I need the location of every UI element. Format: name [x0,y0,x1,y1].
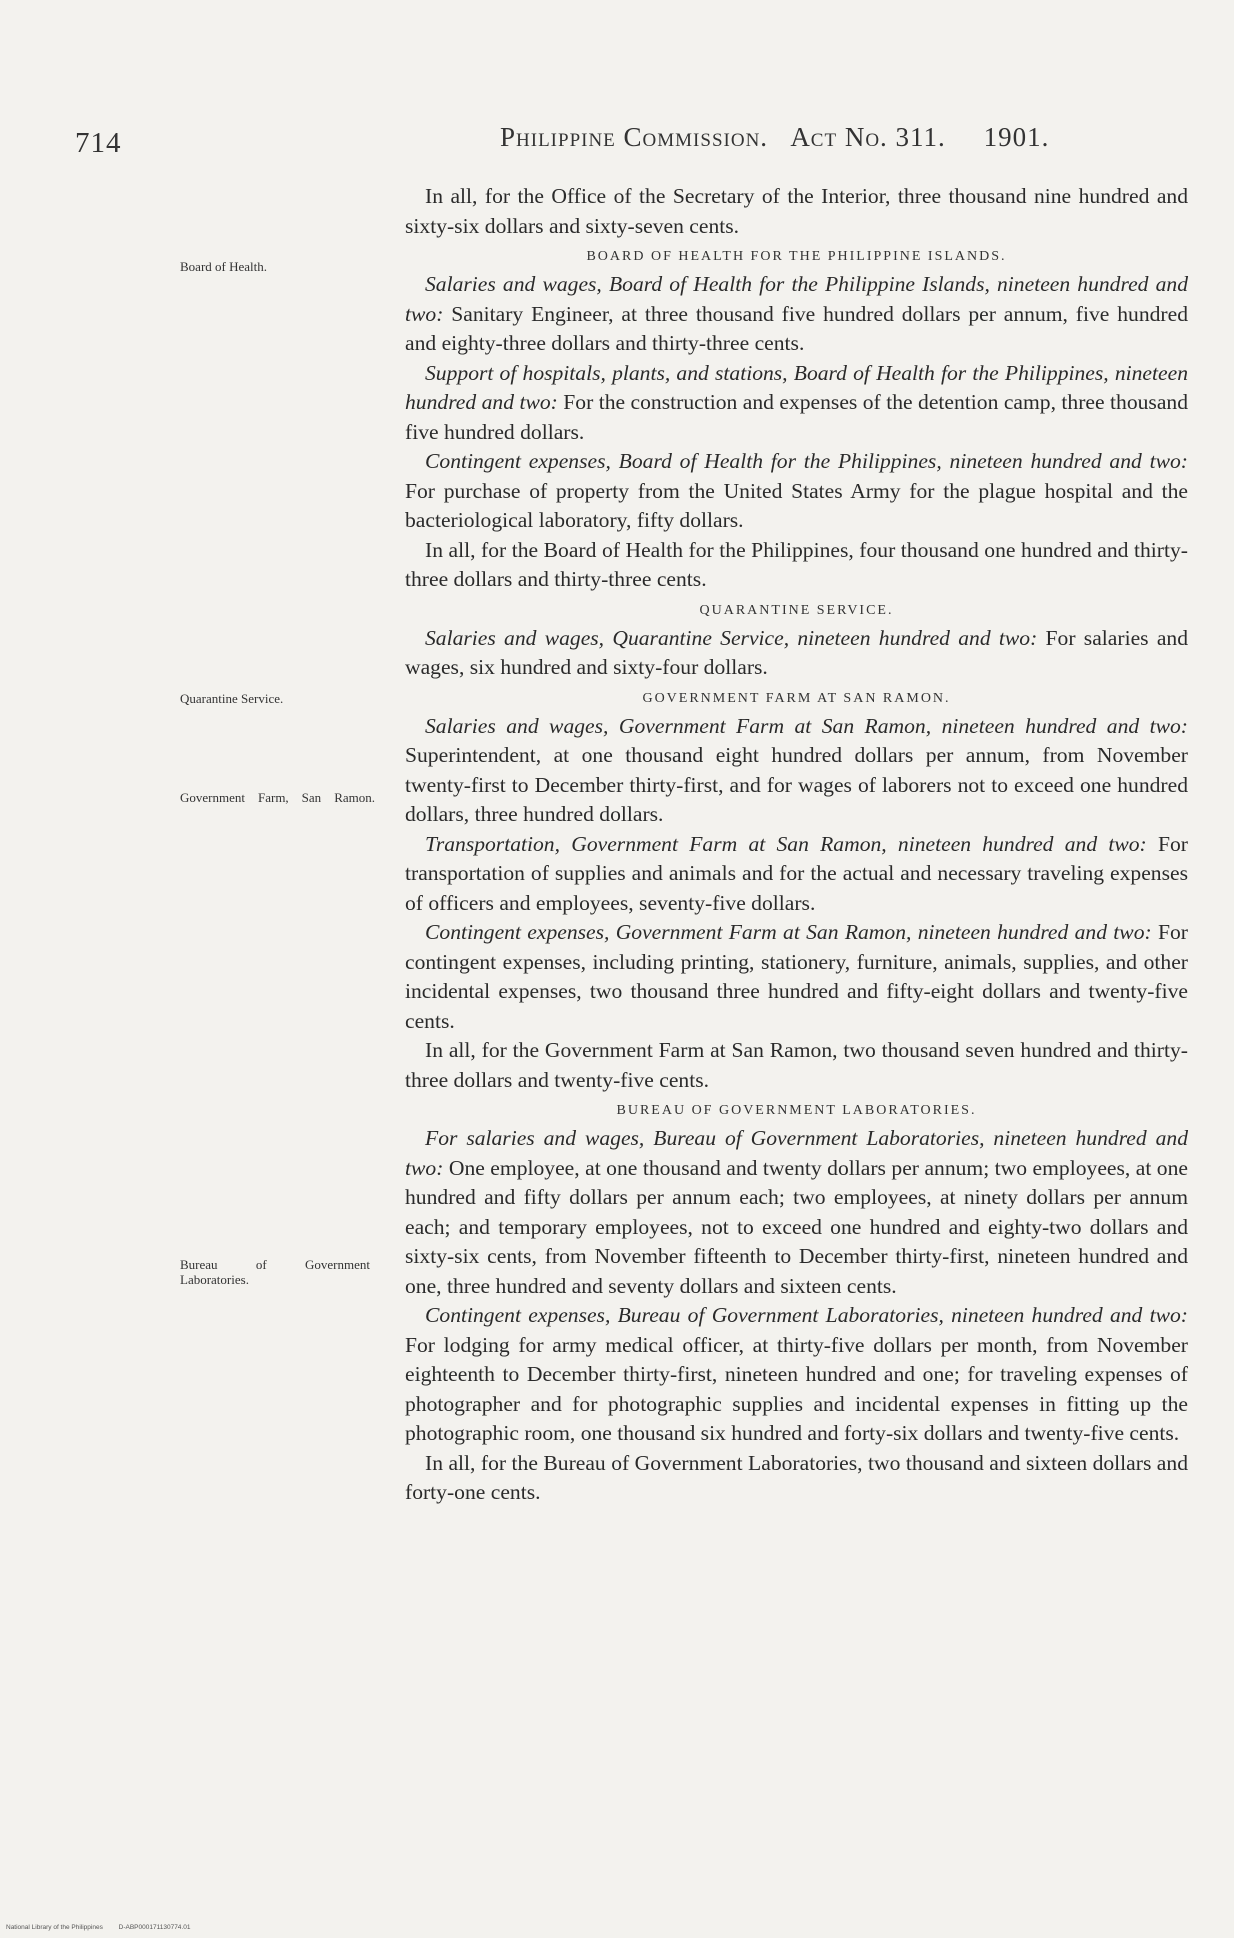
running-head-act: Act No. 311. [790,122,946,152]
paragraph: In all, for the Government Farm at San Ramon, two thousand seven hundred and thirty-three dollars and twenty-five cents. [405,1038,1188,1092]
scan-footer [6,1924,204,1931]
running-head-year: 1901. [983,122,1050,152]
paragraph: In all, for the Board of Health for the Philippines, four thousand one hundred and thirty-three dollars and thirty-three cents. [405,537,1188,591]
paragraph: Salaries and wages, Board of Health for the Philippine Islands, nineteen hundred and two: Sanitary Engineer, at three thousand five hundred dollars per annum, five hundred and eighty-three dollars and thirty-three cents. [405,272,1188,355]
running-head-title: Philippine Commission. [500,122,769,152]
paragraph: Contingent expenses, Board of Health for the Philippines, nineteen hundred and two: For purchase of property from the United States Army for the plague hospital and the bacteriological laboratory, fifty dollars. [405,449,1188,532]
page-number: 714 [75,127,122,159]
margin-note-laboratories: Bureau of Government Laboratories. [180,1257,370,1287]
paragraph: For salaries and wages, Bureau of Government Laboratories, nineteen hundred and two: One employee, at one thousand and twenty dollars per annum; two employees, at one hundred and fifty dollars per annum each; two employees, at ninety dollars per annum each; and temporary employees, not to exceed one hundred and eighty-two dollars and sixty-six cents, from November fifteenth to December thirty-first, nineteen hundred and one, three hundred and seventy dollars and sixteen cents. [405,1126,1188,1298]
paragraph: Salaries and wages, Quarantine Service, nineteen hundred and two: For salaries and wages, six hundred and sixty-four dollars. [405,625,1189,679]
section-heading-laboratories: BUREAU OF GOVERNMENT LABORATORIES. [616,1103,977,1118]
footer-code: D-ABP000171130774.01 [118,1924,191,1931]
section-heading-quarantine: QUARANTINE SERVICE. [699,602,894,618]
margin-note-board-of-health: Board of Health. [180,259,268,274]
paragraph: In all, for the Bureau of Government Laboratories, two thousand and sixteen dollars and forty-one cents. [405,1450,1188,1504]
margin-note-quarantine: Quarantine Service. [180,691,284,706]
paragraph: Contingent expenses, Bureau of Government Laboratories, nineteen hundred and two: For lodging for army medical officer, at thirty-five dollars per month, from November eighteenth to December thirty-first, nineteen hundred and one; for traveling expenses of photographer and for photographic supplies and incidental expenses in fitting up the photographic room, one thousand six hundred and forty-six dollars and twenty-five cents. [405,1303,1188,1445]
paragraph: Salaries and wages, Government Farm at San Ramon, nineteen hundred and two: Superintendent, at one thousand eight hundred dollars per annum, from November twenty-first to December thirty-first, and for wages of laborers not to exceed one hundred dollars, three hundred dollars. [405,713,1188,826]
paragraph: Support of hospitals, plants, and stations, Board of Health for the Philippines, nineteen hundred and two: For the construction and expenses of the detention camp, three thousand five hundred dollars. [405,360,1188,444]
footer-library: National Library of the Philippines [6,1924,103,1931]
section-heading-farm: GOVERNMENT FARM AT SAN RAMON. [642,690,951,706]
document-body [405,182,1188,1508]
paragraph: Transportation, Government Farm at San Ramon, nineteen hundred and two: For transportation of supplies and animals and for the actual and necessary traveling expenses of officers and employees, seventy-five dollars. [405,831,1188,915]
running-head [500,122,1049,153]
paragraph: In all, for the Office of the Secretary of the Interior, three thousand nine hundred and sixty-six dollars and sixty-seven cents. [405,184,1188,238]
paragraph: Contingent expenses, Government Farm at San Ramon, nineteen hundred and two: For contingent expenses, including printing, stationery, furniture, animals, supplies, and other incidental expenses, two thousand three hundred and fifty-eight dollars and twenty-five cents. [405,920,1188,1033]
margin-note-farm: Government Farm, San Ramon. [180,790,375,805]
section-heading-board-of-health: BOARD OF HEALTH FOR THE PHILIPPINE ISLANDS. [586,249,1007,264]
